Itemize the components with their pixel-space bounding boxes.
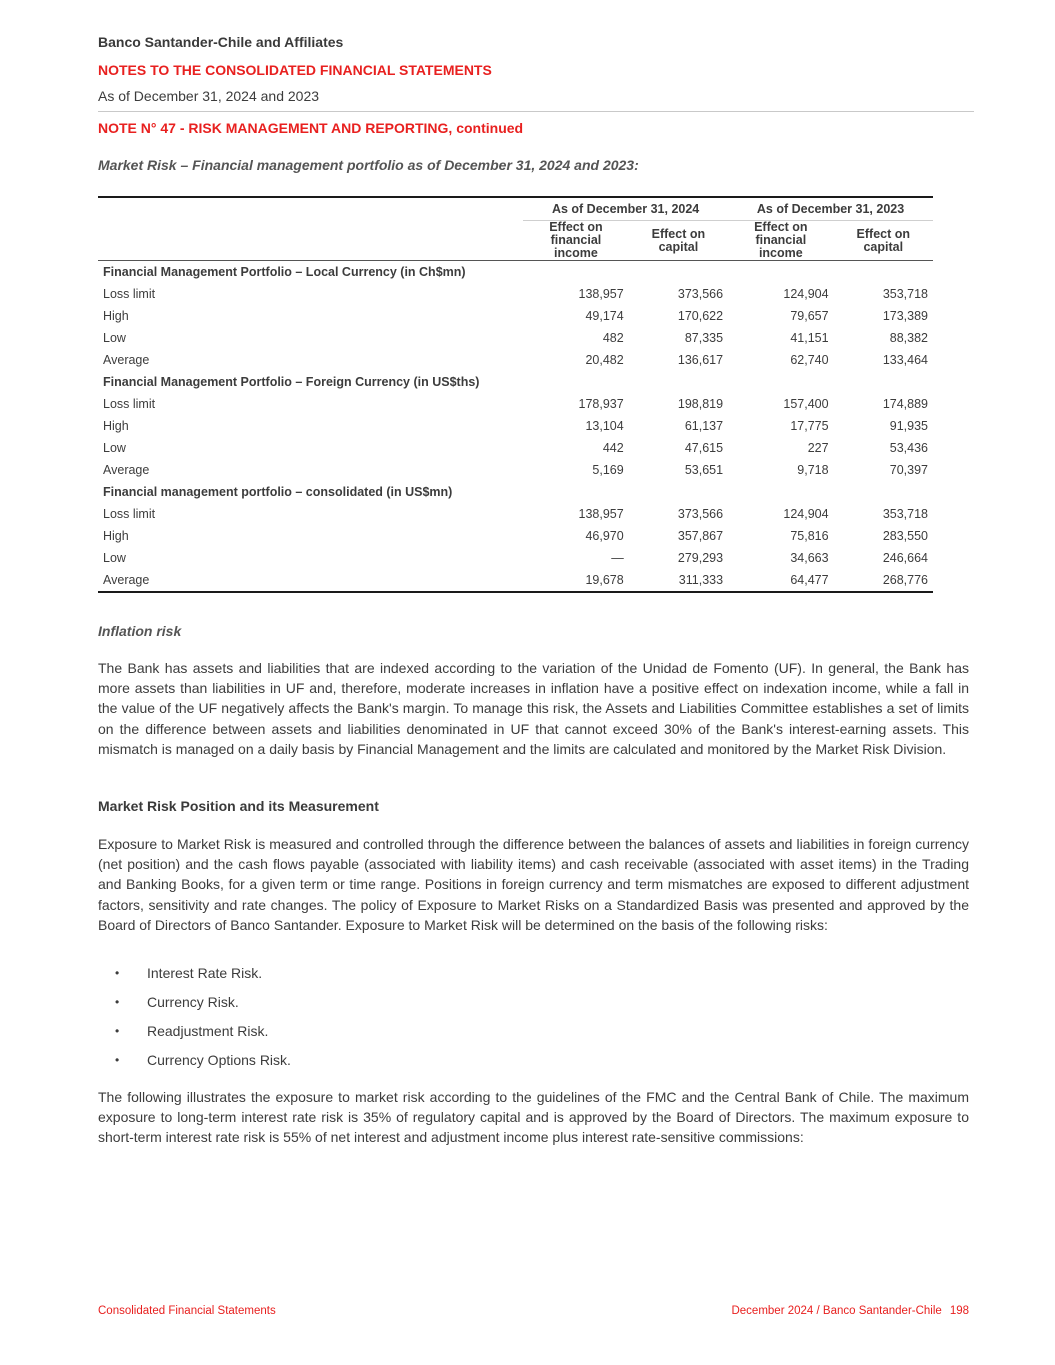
table-row bbox=[98, 437, 933, 459]
cell-value: 198,819 bbox=[677, 397, 724, 411]
cell-value: 87,335 bbox=[684, 331, 724, 345]
cell-value: 246,664 bbox=[882, 551, 928, 565]
table-row bbox=[98, 393, 933, 415]
risk-list bbox=[98, 963, 291, 1079]
cell-value: 19,678 bbox=[585, 573, 624, 587]
cell-value: 178,937 bbox=[578, 397, 624, 411]
list-item-text: Interest Rate Risk. bbox=[147, 965, 263, 981]
period-2024-header: As of December 31, 2024 bbox=[523, 197, 728, 221]
row-label: High bbox=[103, 419, 129, 433]
col-effect-income-2024: Effect on financial income bbox=[523, 221, 629, 261]
list-item-text: Currency Risk. bbox=[147, 994, 239, 1010]
list-item bbox=[98, 963, 291, 992]
list-item-text: Readjustment Risk. bbox=[147, 1023, 269, 1039]
cell-value: 13,104 bbox=[585, 419, 624, 433]
cell-value: 174,889 bbox=[882, 397, 928, 411]
company-name: Banco Santander-Chile and Affiliates bbox=[98, 34, 344, 50]
cell-value: 75,816 bbox=[790, 529, 829, 543]
table-caption: Market Risk – Financial management portfolio as of December 31, 2024 and 2023: bbox=[98, 157, 639, 173]
footer-document-title: Consolidated Financial Statements bbox=[98, 1305, 276, 1317]
row-label: Loss limit bbox=[103, 287, 156, 301]
cell-value: 88,382 bbox=[889, 331, 928, 345]
bullet-icon: • bbox=[115, 1024, 120, 1038]
table-row bbox=[98, 415, 933, 437]
row-label: Low bbox=[103, 441, 126, 455]
row-label: Average bbox=[103, 573, 150, 587]
bullet-icon: • bbox=[115, 995, 120, 1009]
cell-value: 136,617 bbox=[677, 353, 724, 367]
cell-value: 53,436 bbox=[889, 441, 928, 455]
cell-value: 311,333 bbox=[678, 573, 724, 587]
cell-value: 9,718 bbox=[797, 463, 829, 477]
section-title: Financial management portfolio – consolidated (in US$mn) bbox=[103, 485, 453, 499]
cell-value: 357,867 bbox=[677, 529, 724, 543]
bullet-icon: • bbox=[115, 966, 120, 980]
cell-value: 46,970 bbox=[585, 529, 624, 543]
table-column-header-row bbox=[98, 221, 933, 261]
cell-value: 283,550 bbox=[882, 529, 928, 543]
note-title: NOTE N° 47 - RISK MANAGEMENT AND REPORTING, continued bbox=[98, 120, 524, 136]
cell-value: 373,566 bbox=[677, 507, 724, 521]
exposure-paragraph: The following illustrates the exposure to market risk according to the guidelines of the FMC and the Central Bank of Chile. The maximum exposure to long-term interest rate risk is 35% of regulatory capital and is approved by the Board of Directors. The maximum exposure to short-term interest rate risk is 55% of net interest and adjustment income plus interest rate-sensitive commissions: bbox=[98, 1089, 969, 1146]
cell-value: 157,400 bbox=[783, 397, 829, 411]
cell-value: — bbox=[611, 551, 624, 565]
section-row bbox=[98, 261, 933, 284]
market-risk-table bbox=[98, 196, 933, 593]
footer-report-label: December 2024 / Banco Santander-Chile bbox=[731, 1305, 942, 1317]
cell-value: 62,740 bbox=[790, 353, 829, 367]
table-row bbox=[98, 569, 933, 592]
cell-value: 53,651 bbox=[684, 463, 724, 477]
list-item bbox=[98, 992, 291, 1021]
cell-value: 17,775 bbox=[790, 419, 829, 433]
cell-value: 124,904 bbox=[783, 287, 829, 301]
row-label: Average bbox=[103, 353, 150, 367]
table-row bbox=[98, 525, 933, 547]
cell-value: 138,957 bbox=[578, 507, 624, 521]
header-divider bbox=[98, 111, 974, 112]
cell-value: 353,718 bbox=[882, 507, 928, 521]
cell-value: 138,957 bbox=[578, 287, 624, 301]
table-header-blank bbox=[98, 197, 523, 221]
cell-value: 34,663 bbox=[790, 551, 829, 565]
page-number: 198 bbox=[949, 1305, 969, 1317]
list-item bbox=[98, 1050, 291, 1079]
report-period: As of December 31, 2024 and 2023 bbox=[98, 88, 320, 104]
cell-value: 133,464 bbox=[882, 353, 928, 367]
table-row bbox=[98, 327, 933, 349]
cell-value: 47,615 bbox=[684, 441, 724, 455]
inflation-risk-heading: Inflation risk bbox=[98, 623, 182, 639]
row-label: Average bbox=[103, 463, 150, 477]
cell-value: 70,397 bbox=[889, 463, 928, 477]
cell-value: 482 bbox=[602, 331, 624, 345]
cell-value: 49,174 bbox=[585, 309, 624, 323]
list-item-text: Currency Options Risk. bbox=[147, 1052, 291, 1068]
col-effect-capital-2024: Effect on capital bbox=[629, 221, 728, 261]
row-label: High bbox=[103, 309, 129, 323]
cell-value: 64,477 bbox=[790, 573, 829, 587]
col-effect-capital-2023: Effect on capital bbox=[834, 221, 933, 261]
table-header-blank bbox=[98, 221, 523, 261]
cell-value: 173,389 bbox=[882, 309, 928, 323]
cell-value: 373,566 bbox=[677, 287, 724, 301]
table-row bbox=[98, 503, 933, 525]
cell-value: 5,169 bbox=[592, 463, 624, 477]
row-label: Low bbox=[103, 551, 126, 565]
table-period-header-row bbox=[98, 197, 933, 221]
row-label: Loss limit bbox=[103, 397, 156, 411]
cell-value: 20,482 bbox=[585, 353, 624, 367]
section-row bbox=[98, 371, 933, 393]
inflation-risk-paragraph: The Bank has assets and liabilities that are indexed according to the variation of the Unidad de Fomento (UF). In general, the Bank has more assets than liabilities in UF and, therefore, moderate increases in inflation have a positive effect on indexation income, while a fall in the value of the UF negatively affects the Bank's margin. To manage this risk, the Assets and Liabilities Committee establishes a set of limits on the difference between assets and liabilities denominated in UF that cannot exceed 30% of the Bank's interest-earning assets. This mismatch is managed on a daily basis by Financial Management and the limits are calculated and monitored by the Market Risk Division. bbox=[98, 660, 969, 757]
row-label: Loss limit bbox=[103, 507, 156, 521]
cell-value: 279,293 bbox=[677, 551, 724, 565]
table-row bbox=[98, 305, 933, 327]
table-row bbox=[98, 547, 933, 569]
cell-value: 227 bbox=[807, 441, 829, 455]
section-title: Financial Management Portfolio – Foreign Currency (in US$ths) bbox=[103, 375, 480, 389]
notes-title: NOTES TO THE CONSOLIDATED FINANCIAL STATEMENTS bbox=[98, 62, 492, 78]
market-risk-position-heading: Market Risk Position and its Measurement bbox=[98, 798, 379, 814]
cell-value: 442 bbox=[602, 441, 624, 455]
row-label: Low bbox=[103, 331, 126, 345]
section-title: Financial Management Portfolio – Local Currency (in Ch$mn) bbox=[103, 265, 466, 279]
cell-value: 41,151 bbox=[790, 331, 829, 345]
col-effect-income-2023: Effect on financial income bbox=[728, 221, 834, 261]
table-row bbox=[98, 349, 933, 371]
bullet-icon: • bbox=[115, 1053, 120, 1067]
row-label: High bbox=[103, 529, 129, 543]
cell-value: 61,137 bbox=[684, 419, 724, 433]
cell-value: 91,935 bbox=[889, 419, 928, 433]
cell-value: 124,904 bbox=[783, 507, 829, 521]
footer-right bbox=[731, 1305, 969, 1317]
market-risk-paragraph: Exposure to Market Risk is measured and controlled through the difference between the balances of assets and liabilities in foreign currency (net position) and the cash flows payable (associated with liability items) and cash receivable (associated with asset items) in the Trading and Banking Books, for a given term or time range. Positions in foreign currency and term mismatches are exposed to different adjustment factors, sensitivity and rate changes. The policy of Exposure to Market Risks on a Standardized Basis was presented and approved by the Board of Directors of Banco Santander. Exposure to Market Risk will be determined on the basis of the following risks: bbox=[98, 836, 969, 933]
table-row bbox=[98, 459, 933, 481]
table-row bbox=[98, 283, 933, 305]
cell-value: 268,776 bbox=[882, 573, 928, 587]
section-row bbox=[98, 481, 933, 503]
cell-value: 79,657 bbox=[790, 309, 829, 323]
list-item bbox=[98, 1021, 291, 1050]
cell-value: 170,622 bbox=[677, 309, 724, 323]
period-2023-header: As of December 31, 2023 bbox=[728, 197, 933, 221]
cell-value: 353,718 bbox=[882, 287, 928, 301]
